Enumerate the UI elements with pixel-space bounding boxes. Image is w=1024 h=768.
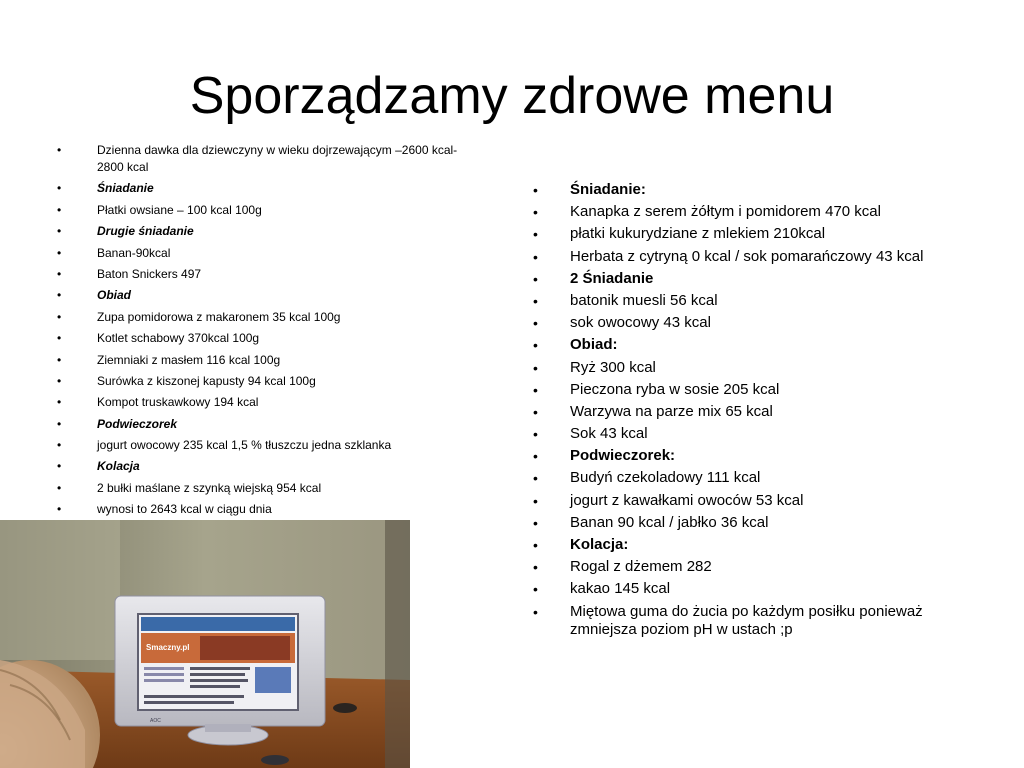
- bullet-icon: •: [533, 182, 538, 198]
- bullet-icon: •: [57, 480, 62, 495]
- menu-item-text: Budyń czekoladowy 111 kcal: [570, 469, 761, 487]
- bullet-icon: •: [533, 359, 538, 376]
- left-menu-list: [57, 142, 487, 523]
- menu-item: [57, 287, 487, 304]
- bullet-icon: •: [533, 537, 538, 553]
- screen-site-name: Smaczny.pl: [146, 643, 190, 652]
- bullet-icon: •: [57, 502, 62, 517]
- menu-item: [533, 292, 963, 310]
- menu-item-text: 2 Śniadanie: [570, 269, 654, 287]
- menu-item: [57, 437, 487, 454]
- menu-item-text: Zupa pomidorowa z makaronem 35 kcal 100g: [97, 309, 341, 324]
- menu-item: [57, 501, 487, 518]
- bullet-icon: •: [533, 292, 538, 309]
- menu-item: [533, 536, 963, 554]
- bullet-icon: •: [533, 581, 538, 598]
- menu-item: [533, 336, 963, 354]
- menu-item: [57, 458, 487, 475]
- menu-item-text: Herbata z cytryną 0 kcal / sok pomarańczowy 43 kcal: [570, 247, 924, 265]
- menu-item-text: Obiad:: [570, 336, 618, 354]
- bullet-icon: •: [533, 403, 538, 420]
- bullet-icon: •: [57, 438, 62, 453]
- menu-item: [57, 142, 487, 176]
- menu-item-text: Kanapka z serem żółtym i pomidorem 470 kcal: [570, 203, 881, 221]
- bullet-icon: •: [533, 226, 538, 243]
- menu-item-text: Rogal z dżemem 282: [570, 558, 712, 576]
- menu-item-text: Śniadanie: [97, 181, 154, 196]
- menu-item: [57, 309, 487, 326]
- menu-item-text: sok owocowy 43 kcal: [570, 314, 711, 332]
- menu-item: [57, 373, 487, 390]
- menu-item-text: Pieczona ryba w sosie 205 kcal: [570, 380, 780, 398]
- bullet-icon: •: [57, 224, 62, 239]
- bullet-icon: •: [533, 470, 538, 487]
- menu-item-text: Podwieczorek: [97, 416, 178, 431]
- photo-student-at-computer: [0, 520, 410, 768]
- menu-item: [533, 270, 963, 288]
- bullet-icon: •: [533, 559, 538, 576]
- menu-item: [57, 266, 487, 283]
- menu-item: [533, 381, 963, 399]
- menu-item: [57, 223, 487, 240]
- bullet-icon: •: [533, 603, 538, 620]
- bullet-icon: •: [57, 416, 62, 431]
- menu-item: [533, 248, 963, 266]
- menu-item: [533, 492, 963, 510]
- menu-item-text: Warzywa na parze mix 65 kcal: [570, 402, 773, 420]
- bullet-icon: •: [57, 459, 62, 474]
- menu-item: [533, 203, 963, 221]
- menu-item: [533, 603, 963, 639]
- menu-item-text: Podwieczorek:: [570, 447, 676, 465]
- menu-item: [57, 394, 487, 411]
- menu-item: [533, 558, 963, 576]
- bullet-icon: •: [57, 245, 62, 260]
- menu-item-text: wynosi to 2643 kcal w ciągu dnia: [97, 502, 272, 517]
- menu-item: [57, 330, 487, 347]
- bullet-icon: •: [533, 248, 538, 265]
- bullet-icon: •: [57, 395, 62, 410]
- bullet-icon: •: [57, 309, 62, 324]
- bullet-icon: •: [57, 373, 62, 388]
- menu-item-text: Dzienna dawka dla dziewczyny w wieku dojrzewającym –2600 kcal- 2800 kcal: [97, 143, 458, 174]
- bullet-icon: •: [533, 315, 538, 332]
- menu-item-text: 2 bułki maślane z szynką wiejską 954 kcal: [97, 480, 322, 495]
- menu-item-text: Śniadanie:: [570, 181, 646, 198]
- menu-item: [57, 245, 487, 262]
- menu-item-text: Kotlet schabowy 370kcal 100g: [97, 331, 260, 346]
- menu-item-text: kakao 145 kcal: [570, 580, 671, 598]
- menu-item-text: jogurt owocowy 235 kcal 1,5 % tłuszczu jedna szklanka: [97, 438, 392, 453]
- menu-item-text: Kolacja: [97, 459, 140, 474]
- menu-item: [533, 359, 963, 377]
- bullet-icon: •: [533, 448, 538, 465]
- bullet-icon: •: [57, 352, 62, 367]
- menu-item-text: Banan 90 kcal / jabłko 36 kcal: [570, 513, 769, 531]
- bullet-icon: •: [57, 143, 62, 157]
- right-menu-list: [533, 181, 963, 643]
- menu-item: [57, 180, 487, 197]
- menu-item-text: Płatki owsiane – 100 kcal 100g: [97, 202, 262, 217]
- menu-item: [533, 447, 963, 465]
- menu-item: [57, 416, 487, 433]
- bullet-icon: •: [533, 426, 538, 443]
- menu-item-text: Drugie śniadanie: [97, 224, 194, 239]
- menu-item-text: Baton Snickers 497: [97, 266, 202, 281]
- bullet-icon: •: [57, 288, 62, 303]
- monitor-brand: AOC: [150, 718, 161, 724]
- menu-item: [533, 181, 963, 199]
- menu-item: [57, 480, 487, 497]
- menu-item-text: Kompot truskawkowy 194 kcal: [97, 395, 259, 410]
- photo-illustration: [0, 520, 410, 768]
- menu-item-text: Kolacja:: [570, 536, 629, 553]
- slide-title: Sporządzamy zdrowe menu: [189, 67, 835, 125]
- bullet-icon: •: [533, 204, 538, 221]
- bullet-icon: •: [57, 266, 62, 281]
- menu-item-text: Ryż 300 kcal: [570, 358, 656, 376]
- menu-item-text: Sok 43 kcal: [570, 425, 648, 443]
- menu-item: [533, 403, 963, 421]
- bullet-icon: •: [533, 514, 538, 531]
- menu-item-text: batonik muesli 56 kcal: [570, 291, 718, 309]
- bullet-icon: •: [57, 331, 62, 346]
- menu-item-text: płatki kukurydziane z mlekiem 210kcal: [570, 225, 826, 243]
- menu-item: [533, 580, 963, 598]
- menu-item: [57, 202, 487, 219]
- menu-item: [533, 514, 963, 532]
- bullet-icon: •: [57, 181, 62, 196]
- bullet-icon: •: [533, 381, 538, 398]
- menu-item: [533, 469, 963, 487]
- bullet-icon: •: [533, 492, 538, 509]
- menu-item-text: Miętowa guma do żucia po każdym posiłku ponieważ zmniejsza poziom pH w ustach ;p: [570, 602, 923, 638]
- menu-item: [533, 314, 963, 332]
- menu-item-text: Surówka z kiszonej kapusty 94 kcal 100g: [97, 373, 316, 388]
- menu-item-text: Obiad: [97, 288, 132, 303]
- bullet-icon: •: [533, 270, 538, 287]
- menu-item-text: Ziemniaki z masłem 116 kcal 100g: [97, 352, 281, 367]
- menu-item-text: Banan-90kcal: [97, 245, 171, 260]
- bullet-icon: •: [533, 337, 538, 354]
- bullet-icon: •: [57, 202, 62, 217]
- menu-item: [533, 425, 963, 443]
- menu-item: [57, 352, 487, 369]
- menu-item: [533, 225, 963, 243]
- menu-item-text: jogurt z kawałkami owoców 53 kcal: [570, 491, 804, 509]
